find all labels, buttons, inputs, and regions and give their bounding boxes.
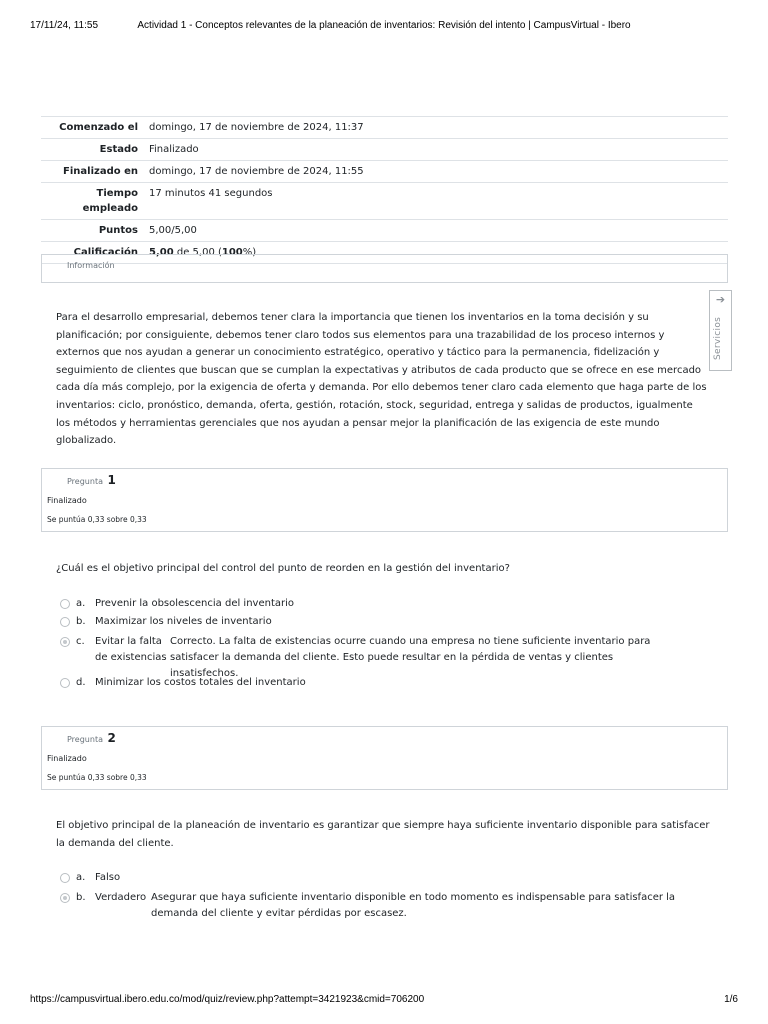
summary-row xyxy=(41,139,728,161)
summary-row xyxy=(41,220,728,242)
attempt-summary-table xyxy=(41,116,728,264)
option-text: Minimizar los costos totales del inventario xyxy=(95,677,306,688)
option-letter: a. xyxy=(76,598,86,609)
question-text: El objetivo principal de la planeación de inventario es garantizar que siempre haya suficiente inventario disponible para satisfacer la demanda del cliente. xyxy=(56,820,710,849)
question-state: Finalizado xyxy=(47,496,87,505)
question-state: Finalizado xyxy=(47,754,87,763)
answer-option-selected[interactable] xyxy=(60,890,710,924)
option-text: Falso xyxy=(95,872,121,883)
question-number xyxy=(67,731,116,745)
grade-out-of: de 5,00 ( xyxy=(173,247,222,258)
radio-button-checked[interactable] xyxy=(60,893,70,903)
summary-value: 5,00/5,00 xyxy=(144,220,728,242)
option-text: Evitar la falta de existencias xyxy=(95,636,167,663)
summary-label: Calificación xyxy=(41,242,144,264)
summary-row xyxy=(41,161,728,183)
summary-label: Comenzado el xyxy=(41,117,144,139)
services-side-tab[interactable] xyxy=(709,290,732,371)
question-info-box xyxy=(41,468,728,532)
intro-text: Para el desarrollo empresarial, debemos tener clara la importancia que tienen los inventarios en la toma decisión y su planificación; por consiguiente, debemos tener claro todos sus elementos para una trazabilidad de los proceso internos y externos que nos ayudan a generar un conocimiento estratégico, operativo y táctico para la permanencia, fidelización y seguimiento de clientes que buscan que se cumplan la expectativas y atributos de cada producto que se ofrece en ese mercado cada día más complejo, por la exigencia de oferta y demanda. Por ello debemos tener claro cada elemento que haga parte de los inventarios: ciclo, pronóstico, demanda, oferta, gestión, rotación, stock, seguridad, entrega y salidas de productos, igualmente los métodos y herramientas gerenciales que nos ayudan a pensar mejor la planificación de las exigencia de este mundo globalizado. xyxy=(56,312,707,447)
summary-value: domingo, 17 de noviembre de 2024, 11:55 xyxy=(144,161,728,183)
print-url: https://campusvirtual.ibero.edu.co/mod/quiz/review.php?attempt=3421923&cmid=706200 xyxy=(30,994,425,1005)
option-text: Verdadero xyxy=(95,892,147,903)
option-feedback: Correcto. La falta de existencias ocurre cuando una empresa no tiene suficiente inventario para satisfacer la demanda del cliente. Esto puede resultar en la pérdida de ventas y clientes insatisfechos. xyxy=(170,636,651,679)
print-title: Actividad 1 - Conceptos relevantes de la planeación de inventarios: Revisión del intento | CampusVirtual - Ibero xyxy=(137,20,631,31)
summary-label: Estado xyxy=(41,139,144,161)
question-info-box xyxy=(41,726,728,790)
option-text: Prevenir la obsolescencia del inventario xyxy=(95,598,295,609)
summary-label: Puntos xyxy=(41,220,144,242)
option-letter: b. xyxy=(76,892,86,903)
question-number-value: 2 xyxy=(107,731,116,745)
radio-button[interactable] xyxy=(60,678,70,688)
summary-label: Tiempo empleado xyxy=(41,183,144,220)
info-label: Información xyxy=(67,261,115,270)
grade-percent: 100 xyxy=(221,247,243,258)
question-number-value: 1 xyxy=(107,473,116,487)
summary-row xyxy=(41,117,728,139)
radio-button[interactable] xyxy=(60,873,70,883)
option-letter: b. xyxy=(76,616,86,627)
option-feedback: Asegurar que haya suficiente inventario disponible en todo momento es indispensable para satisfacer la demanda del cliente y evitar pérdidas por escasez. xyxy=(151,892,676,919)
arrow-right-icon: ➔ xyxy=(715,293,726,306)
option-letter: a. xyxy=(76,872,86,883)
summary-value: 17 minutos 41 segundos xyxy=(144,183,728,220)
grade-percent-suffix: %) xyxy=(242,247,257,258)
question-grade: Se puntúa 0,33 sobre 0,33 xyxy=(47,515,147,524)
summary-value: Finalizado xyxy=(144,139,728,161)
services-label: Servicios xyxy=(713,316,723,361)
option-text: Maximizar los niveles de inventario xyxy=(95,616,272,627)
print-page-number: 1/6 xyxy=(724,994,738,1005)
info-box xyxy=(41,254,728,283)
radio-button[interactable] xyxy=(60,617,70,627)
question-number xyxy=(67,473,116,487)
summary-value: domingo, 17 de noviembre de 2024, 11:37 xyxy=(144,117,728,139)
question-grade: Se puntúa 0,33 sobre 0,33 xyxy=(47,773,147,782)
question-text: ¿Cuál es el objetivo principal del control del punto de reorden en la gestión del inventario? xyxy=(56,563,510,574)
print-datetime: 17/11/24, 11:55 xyxy=(30,20,99,31)
summary-label: Finalizado en xyxy=(41,161,144,183)
answer-option-selected[interactable] xyxy=(60,634,680,679)
radio-button[interactable] xyxy=(60,599,70,609)
grade-score: 5,00 xyxy=(149,247,174,258)
radio-button-checked[interactable] xyxy=(60,637,70,647)
question-label: Pregunta xyxy=(67,735,103,744)
option-letter: c. xyxy=(76,636,85,647)
summary-row xyxy=(41,183,728,220)
question-label: Pregunta xyxy=(67,477,103,486)
option-letter: d. xyxy=(76,677,86,688)
